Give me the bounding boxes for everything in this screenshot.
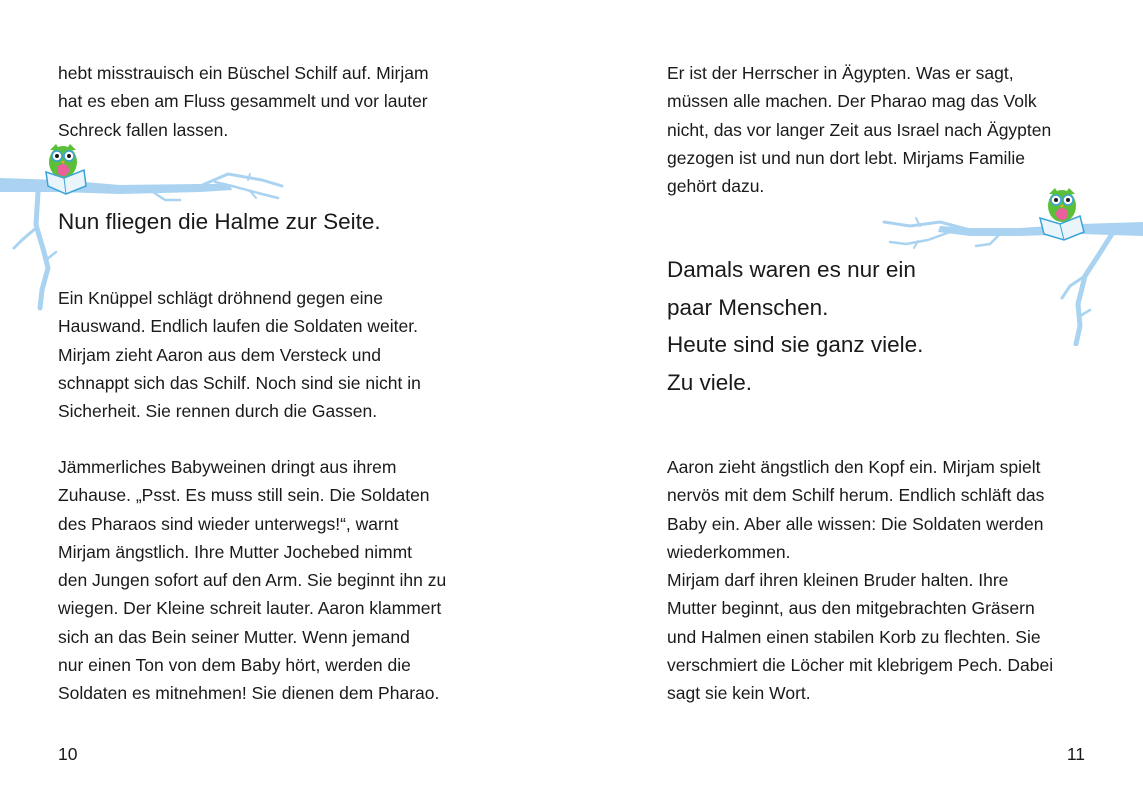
- verse-line: Zu viele.: [667, 369, 753, 395]
- right-page: [572, 0, 1143, 800]
- text-line: den Jungen sofort auf den Arm. Sie beginnt ihn zu: [58, 570, 447, 591]
- text-line: hat es eben am Fluss gesammelt und vor lauter: [58, 91, 428, 112]
- text-line: müssen alle machen. Der Pharao mag das Volk: [667, 91, 1037, 112]
- text-line: des Pharaos sind wieder unterwegs!“, warnt: [58, 513, 399, 534]
- left-paragraph-2: [58, 284, 421, 425]
- text-line: hebt misstrauisch ein Büschel Schilf auf. Mirjam: [58, 63, 429, 83]
- text-line: Baby ein. Aber alle wissen: Die Soldaten werden: [667, 513, 1044, 534]
- verse-line: Heute sind sie ganz viele.: [667, 332, 924, 357]
- text-line: schnappt sich das Schilf. Noch sind sie nicht in: [58, 372, 421, 393]
- text-line: Hauswand. Endlich laufen die Soldaten weiter.: [58, 316, 418, 337]
- text-line: und Halmen einen stabilen Korb zu flechten. Sie: [667, 626, 1041, 647]
- text-line: nervös mit dem Schilf herum. Endlich schläft das: [667, 485, 1045, 506]
- text-line: Mirjam darf ihren kleinen Bruder halten. Ihre: [667, 570, 1009, 591]
- text-line: Sicherheit. Sie rennen durch die Gassen.: [58, 401, 378, 422]
- text-line: wiegen. Der Kleine schreit lauter. Aaron klammert: [58, 598, 442, 619]
- text-line: verschmiert die Löcher mit klebrigem Pech. Dabei: [667, 655, 1054, 676]
- text-line: Ein Knüppel schlägt dröhnend gegen eine: [58, 288, 383, 308]
- text-line: nur einen Ton von dem Baby hört, werden die: [58, 655, 411, 676]
- text-line: Mirjam ängstlich. Ihre Mutter Jochebed nimmt: [58, 541, 413, 562]
- left-highlight-sentence: Nun fliegen die Halme zur Seite.: [58, 209, 381, 234]
- text-line: gehört dazu.: [667, 176, 765, 197]
- text-line: sich an das Bein seiner Mutter. Wenn jemand: [58, 626, 410, 647]
- text-line: Soldaten es mitnehmen! Sie dienen dem Pharao.: [58, 683, 440, 704]
- right-highlight-verse: [667, 251, 923, 401]
- text-line: Er ist der Herrscher in Ägypten. Was er sagt,: [667, 63, 1014, 83]
- right-paragraph-1: [667, 59, 1051, 200]
- text-line: Mirjam zieht Aaron aus dem Versteck und: [58, 344, 381, 365]
- page-number-left: 10: [58, 744, 78, 764]
- page-number-right: 11: [1066, 744, 1085, 764]
- left-paragraph-3: [58, 453, 446, 708]
- text-line: Zuhause. „Psst. Es muss still sein. Die Soldaten: [58, 485, 430, 506]
- verse-line: Damals waren es nur ein: [667, 257, 916, 282]
- text-line: Schreck fallen lassen.: [58, 119, 229, 140]
- left-paragraph-1: [58, 59, 429, 144]
- text-line: nicht, das vor langer Zeit aus Israel nach Ägypten: [667, 119, 1052, 140]
- right-paragraph-2: [667, 453, 1053, 708]
- text-line: Mutter beginnt, aus den mitgebrachten Gräsern: [667, 598, 1035, 619]
- text-line: Aaron zieht ängstlich den Kopf ein. Mirjam spielt: [667, 457, 1041, 477]
- text-line: gezogen ist und nun dort lebt. Mirjams Familie: [667, 147, 1025, 168]
- owl-figure: [46, 144, 86, 194]
- verse-line: paar Menschen.: [667, 294, 829, 320]
- text-line: wiederkommen.: [667, 541, 791, 562]
- text-line: sagt sie kein Wort.: [667, 683, 811, 704]
- owl-figure: [1040, 188, 1084, 240]
- left-page: [0, 0, 571, 800]
- text-line: Jämmerliches Babyweinen dringt aus ihrem: [58, 457, 397, 477]
